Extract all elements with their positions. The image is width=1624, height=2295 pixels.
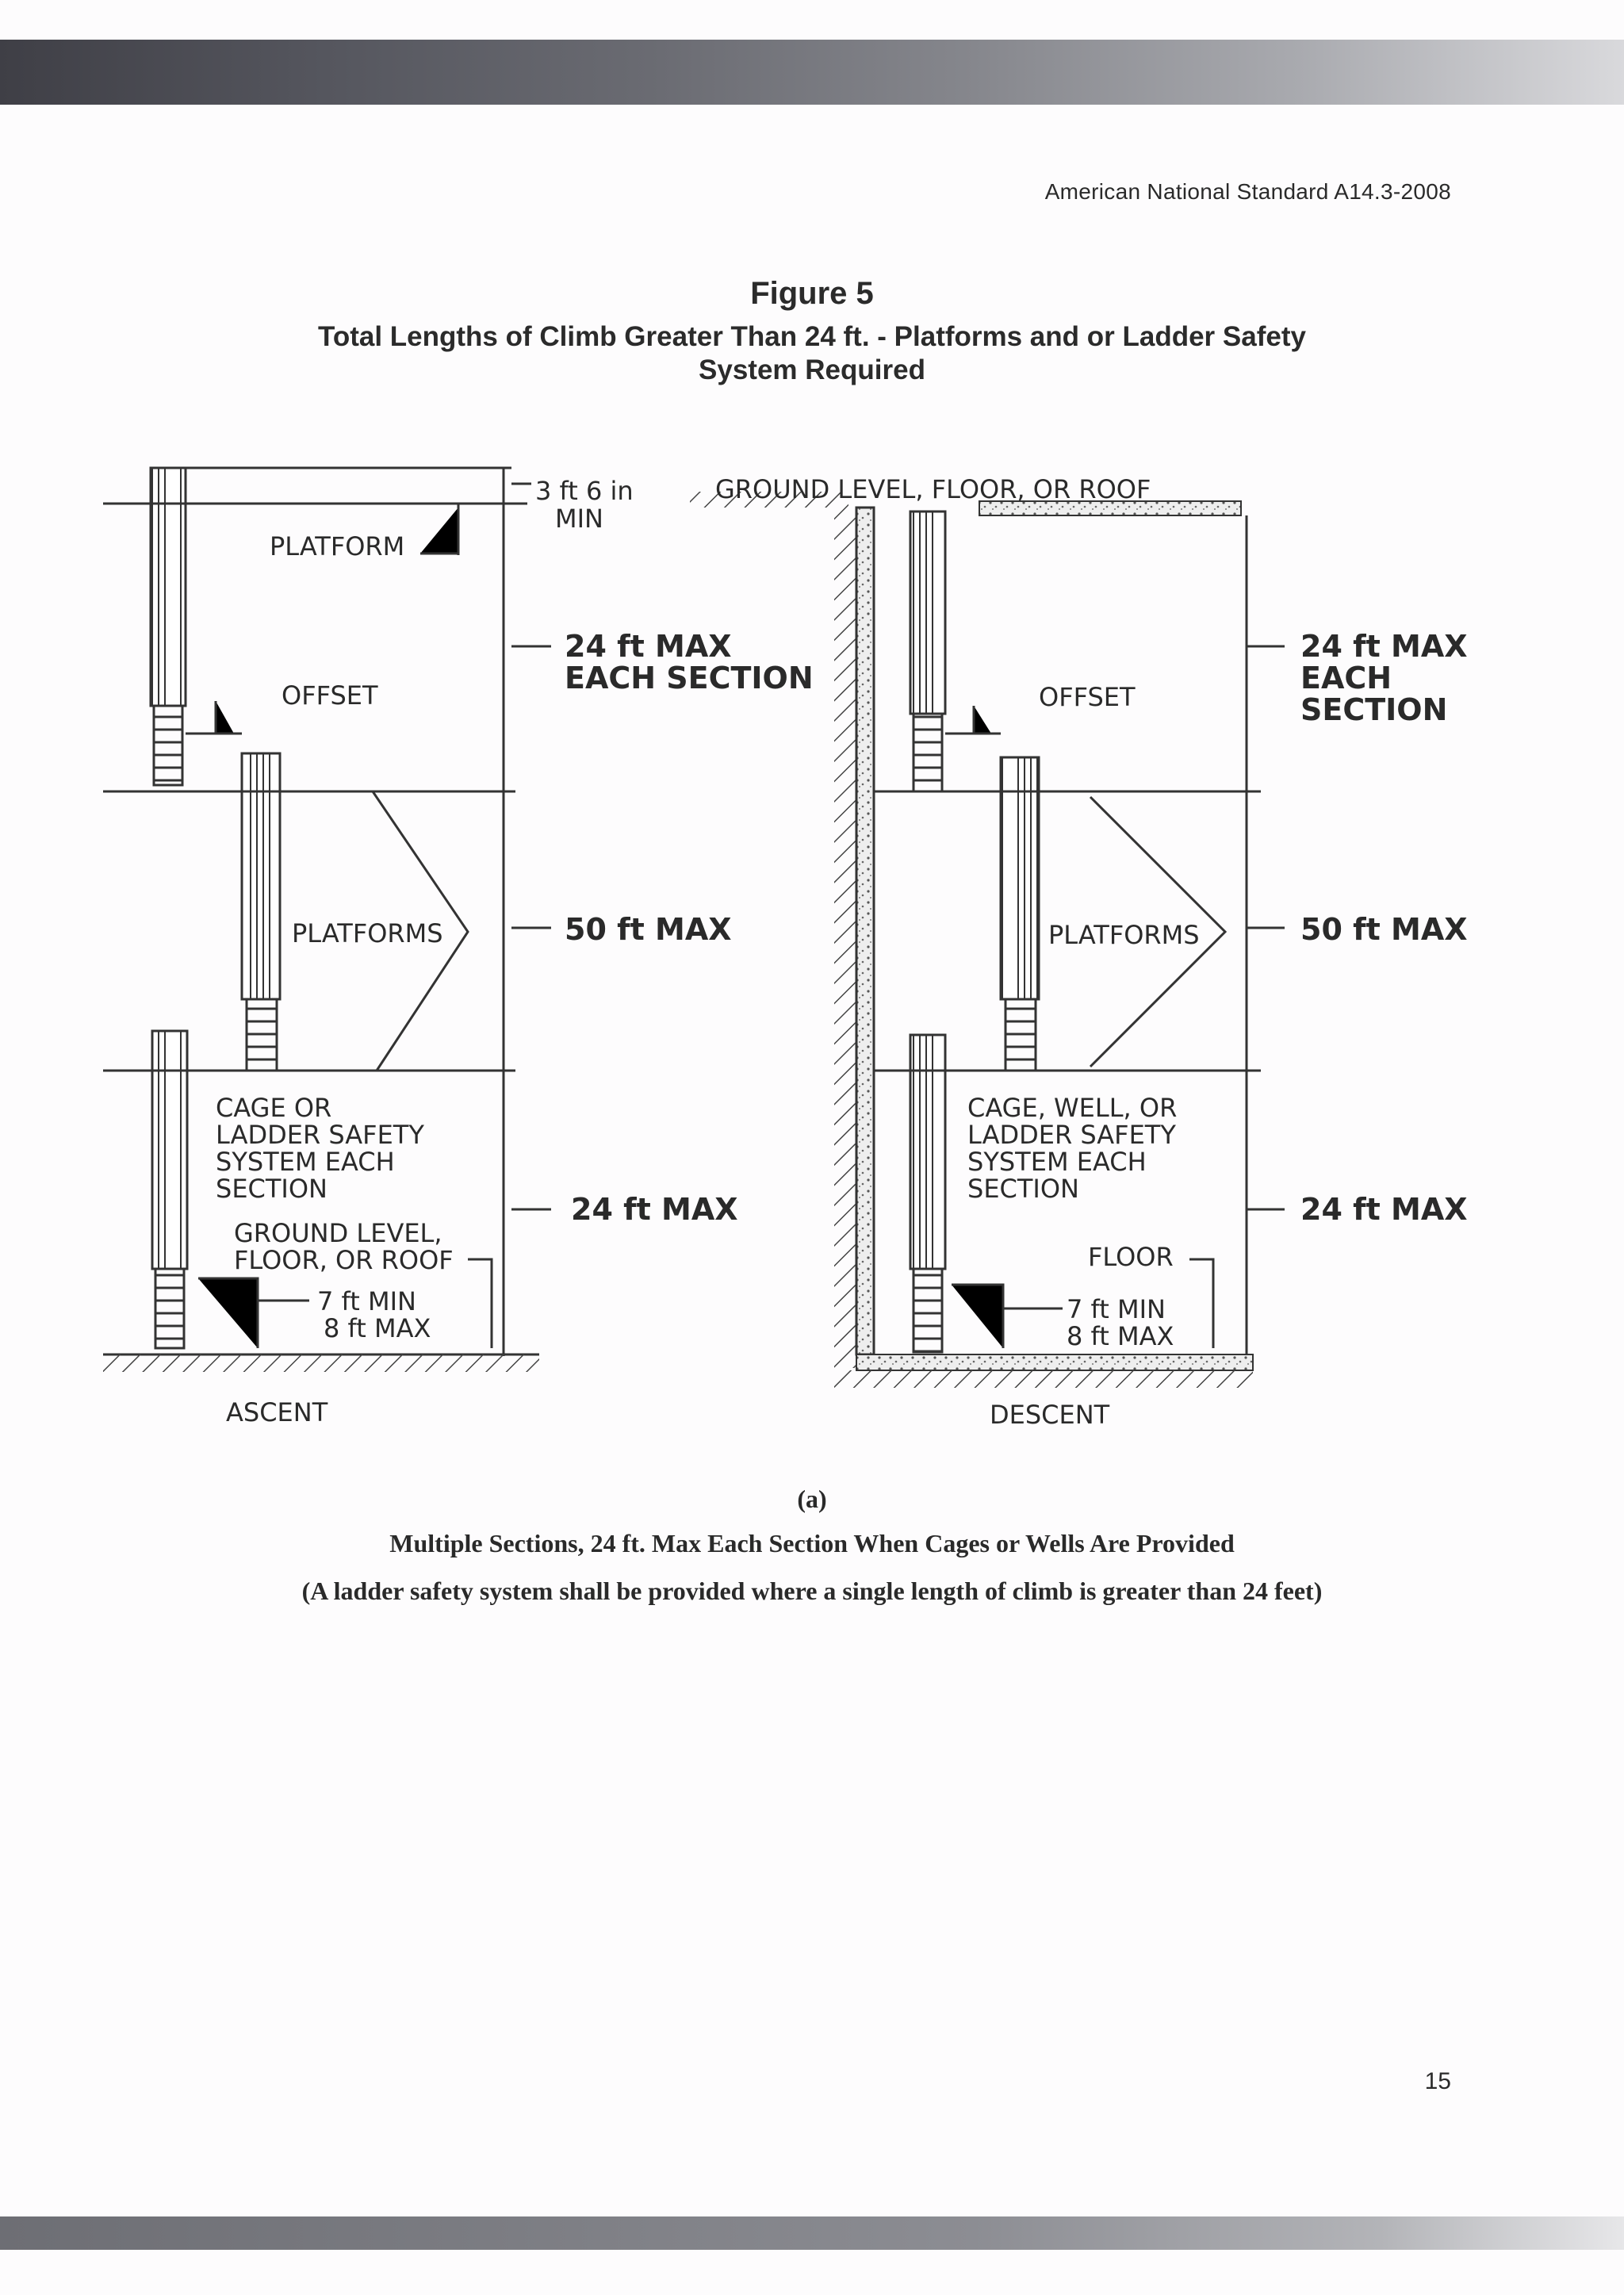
caption-part: (a) (797, 1485, 827, 1513)
ladder-diagram (0, 444, 1624, 1475)
ascent-ladders (151, 468, 280, 1348)
descent-offset-label: OFFSET (1039, 682, 1136, 712)
scan-bottom-bar (0, 2216, 1624, 2250)
caption-line-1: Multiple Sections, 24 ft. Max Each Section When Cages or Wells Are Provided (389, 1529, 1235, 1557)
section-max-label: 24 ft MAX (565, 629, 732, 664)
ascent-max-label: 8 ft MAX (324, 1313, 431, 1343)
descent-min-label: 7 ft MIN (1067, 1294, 1166, 1324)
descent-diagram (690, 474, 1468, 1430)
ascent-cage-line-2: LADDER SAFETY (216, 1120, 424, 1150)
ascent-cage-line-1: CAGE OR (216, 1093, 332, 1123)
platform-max-label: 50 ft MAX (565, 912, 732, 947)
descent-floor-hatch (834, 1370, 1253, 1388)
page-number: 15 (1424, 2068, 1451, 2094)
ascent-label: ASCENT (226, 1397, 328, 1427)
descent-wall (856, 508, 874, 1354)
center-dimensions (511, 476, 814, 1227)
ascent-diagram (103, 468, 539, 1427)
right-each-label: EACH (1300, 661, 1392, 695)
descent-cage-line-1: CAGE, WELL, OR (967, 1093, 1178, 1123)
caption-line-2: (A ladder safety system shall be provided where a single length of climb is greater than 24 feet) (301, 1577, 1323, 1605)
descent-cage-line-2: LADDER SAFETY (967, 1120, 1176, 1150)
descent-floor-slab (856, 1354, 1253, 1370)
ascent-cage-line-4: SECTION (216, 1174, 327, 1204)
ascent-cage-line-3: SYSTEM EACH (216, 1147, 395, 1177)
platform-label: PLATFORM (270, 531, 405, 561)
ascent-offset-label: OFFSET (282, 680, 378, 711)
ascent-ground-line-1: GROUND LEVEL, (234, 1218, 442, 1248)
floor-label: FLOOR (1088, 1242, 1174, 1272)
ascent-ground-line-2: FLOOR, OR ROOF (234, 1245, 454, 1275)
descent-label: DESCENT (990, 1400, 1110, 1430)
ascent-min-label: 7 ft MIN (317, 1286, 416, 1316)
figure-subtitle: Total Lengths of Climb Greater Than 24 ft. - Platforms and or Ladder Safety System Required (318, 321, 1306, 385)
ascent-ground-hatch (103, 1354, 539, 1372)
clearance-label-1: 3 ft 6 in (535, 476, 634, 506)
descent-ladders (910, 511, 1039, 1352)
descent-max-label: 8 ft MAX (1067, 1321, 1174, 1351)
ascent-platforms-label: PLATFORMS (292, 918, 443, 948)
descent-labels (715, 474, 1468, 1430)
descent-wall-hatch (834, 508, 856, 1368)
descent-platforms-label: PLATFORMS (1048, 920, 1200, 950)
right-section-label: SECTION (1300, 692, 1448, 727)
bottom-max-label: 24 ft MAX (571, 1192, 738, 1227)
clearance-label-2: MIN (555, 504, 603, 534)
right-platform-max-label: 50 ft MAX (1300, 912, 1468, 947)
right-bottom-max-label: 24 ft MAX (1300, 1192, 1468, 1227)
right-section-max-label: 24 ft MAX (1300, 629, 1468, 664)
descent-top-label: GROUND LEVEL, FLOOR, OR ROOF (715, 474, 1151, 504)
figure-title: Figure 5 (750, 276, 874, 311)
descent-cage-line-4: SECTION (967, 1174, 1079, 1204)
each-section-label: EACH SECTION (565, 661, 814, 695)
standard-header: American National Standard A14.3-2008 (1044, 179, 1451, 204)
descent-cage-line-3: SYSTEM EACH (967, 1147, 1147, 1177)
scan-top-bar (0, 40, 1624, 105)
